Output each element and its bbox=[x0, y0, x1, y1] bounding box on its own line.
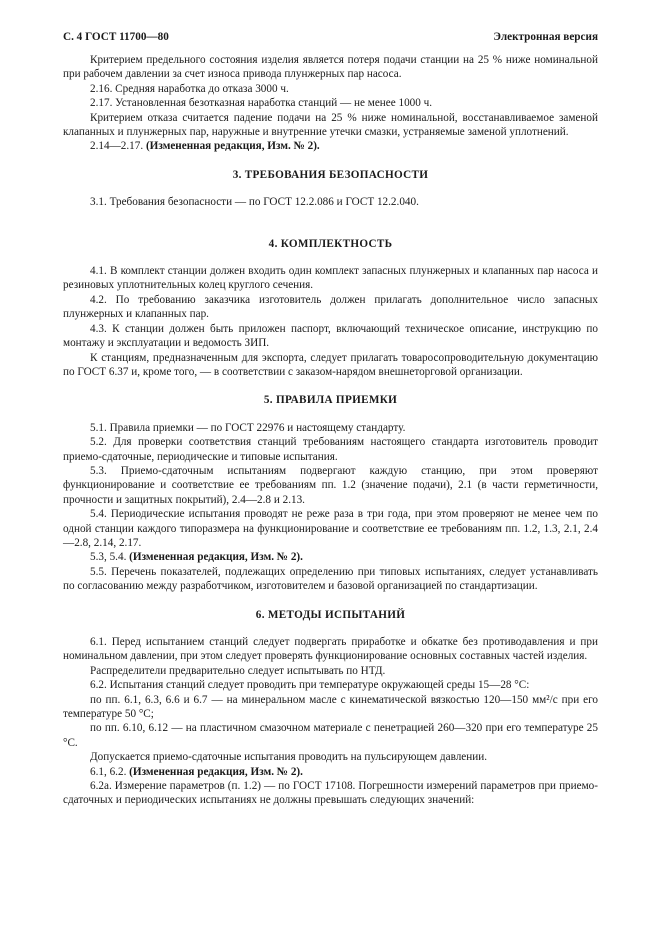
paragraph: 4.1. В комплект станции должен входить один комплект запасных плунжерных и клапанных пар насоса и резиновых уплотнительных колец круглого сечения. bbox=[63, 265, 598, 292]
paragraph: Распределители предварительно следует испытывать по НТД. bbox=[90, 664, 386, 677]
paragraph: по пп. 6.10, 6.12 — на пластичном смазочном материале с пенетрацией 260—320 при его температуре 25 °С. bbox=[63, 722, 598, 749]
amendment-text: (Измененная редакция, Изм. № 2). bbox=[145, 140, 320, 153]
header-edition-label: Электронная версия bbox=[493, 31, 598, 43]
paragraph: Допускается приемо-сдаточные испытания проводить на пульсирующем давлении. bbox=[90, 751, 488, 764]
paragraph: 2.17. Установленная безотказная наработка станций — не менее 1000 ч. bbox=[90, 97, 433, 110]
paragraph: Критерием отказа считается падение подачи на 25 % ниже номинальной, восстанавливаемое заменой клапанных и плунжерных пар, наружные и внутренние утечки смазки, устраняемые заменой уплотнений. bbox=[63, 111, 598, 139]
paragraph: 6.1. Перед испытанием станций следует подвергать приработке и обкатке без противодавления и при номинальном давлении, при этом следует проверять функционирование основных составных частей изделия. bbox=[63, 636, 598, 663]
paragraph: 3.1. Требования безопасности — по ГОСТ 12.2.086 и ГОСТ 12.2.040. bbox=[90, 196, 419, 209]
section-5-title: 5. ПРАВИЛА ПРИЕМКИ bbox=[263, 394, 398, 407]
page-header bbox=[63, 30, 598, 44]
amendment-ref: 6.1, 6.2. bbox=[90, 765, 127, 778]
paragraph: 4.3. К станции должен быть приложен паспорт, включающий техническое описание, инструкцию по монтажу и эксплуатации и ведомость ЗИП. bbox=[63, 322, 598, 350]
section-4-title: 4. КОМПЛЕКТНОСТЬ bbox=[268, 237, 393, 250]
paragraph: по пп. 6.1, 6.3, 6.6 и 6.7 — на минеральном масле с кинематической вязкостью 120—150 мм²/с при его температуре 50 °С; bbox=[63, 693, 598, 721]
header-standard-ref: С. 4 ГОСТ 11700—80 bbox=[63, 31, 169, 43]
section-6-title: 6. МЕТОДЫ ИСПЫТАНИЙ bbox=[255, 608, 406, 621]
paragraph: 2.16. Средняя наработка до отказа 3000 ч. bbox=[90, 82, 289, 95]
amendment-text: (Измененная редакция, Изм. № 2). bbox=[129, 765, 303, 778]
amendment-note bbox=[63, 139, 598, 153]
amendment-ref: 2.14—2.17. bbox=[90, 140, 144, 153]
paragraph: 5.1. Правила приемки — по ГОСТ 22976 и настоящему стандарту. bbox=[90, 421, 406, 434]
paragraph: 5.2. Для проверки соответствия станций требованиям настоящего стандарта изготовитель проводит приемо-сдаточные, периодические и типовые испытания. bbox=[63, 436, 598, 463]
paragraph: 5.4. Периодические испытания проводят не реже раза в три года, при этом проверяют не менее чем по одной станции каждого типоразмера на функционирование и соответствие ее требованиям пп. 1.2, 1.3, 2.1, 2.4—2.8, 2.14, 2.17. bbox=[63, 508, 598, 549]
document-body bbox=[63, 53, 598, 808]
paragraph: 6.2. Испытания станций следует проводить при температуре окружающей среды 15—28 °С: bbox=[90, 679, 530, 692]
section-3-title: 3. ТРЕБОВАНИЯ БЕЗОПАСНОСТИ bbox=[232, 168, 429, 181]
amendment-note bbox=[63, 765, 598, 779]
paragraph: 5.3. Приемо-сдаточным испытаниям подвергают каждую станцию, при этом проверяют функционирование и соответствие ее требованиям пп. 1.2 (значение подачи), 2.1 (в части герметичности, прочности и защитных покрытий), 2.4—2.8 и 2.13. bbox=[63, 464, 598, 506]
paragraph: Критерием предельного состояния изделия является потеря подачи станции на 25 % ниже номинальной при рабочем давлении за счет износа привода плунжерных пар насоса. bbox=[63, 54, 598, 81]
paragraph: К станциям, предназначенным для экспорта, следует прилагать товаросопроводительную документацию по ГОСТ 6.37 и, кроме того, — в соответствии с заказом-нарядом внешнеторговой организации. bbox=[63, 351, 598, 378]
paragraph: 4.2. По требованию заказчика изготовитель должен прилагать дополнительное число запасных плунжерных и клапанных пар. bbox=[63, 293, 598, 321]
amendment-text: (Измененная редакция, Изм. № 2). bbox=[129, 551, 303, 564]
amendment-note bbox=[63, 550, 598, 564]
amendment-ref: 5.3, 5.4. bbox=[90, 551, 127, 564]
paragraph: 6.2а. Измерение параметров (п. 1.2) — по ГОСТ 17108. Погрешности измерений параметров при приемо-сдаточных и периодических испытаниях не должны превышать следующих значений: bbox=[63, 780, 598, 807]
paragraph: 5.5. Перечень показателей, подлежащих определению при типовых испытаниях, следует устанавливать по согласованию между разработчиком, изготовителем и базовой организацией по стандартизации. bbox=[63, 565, 598, 593]
